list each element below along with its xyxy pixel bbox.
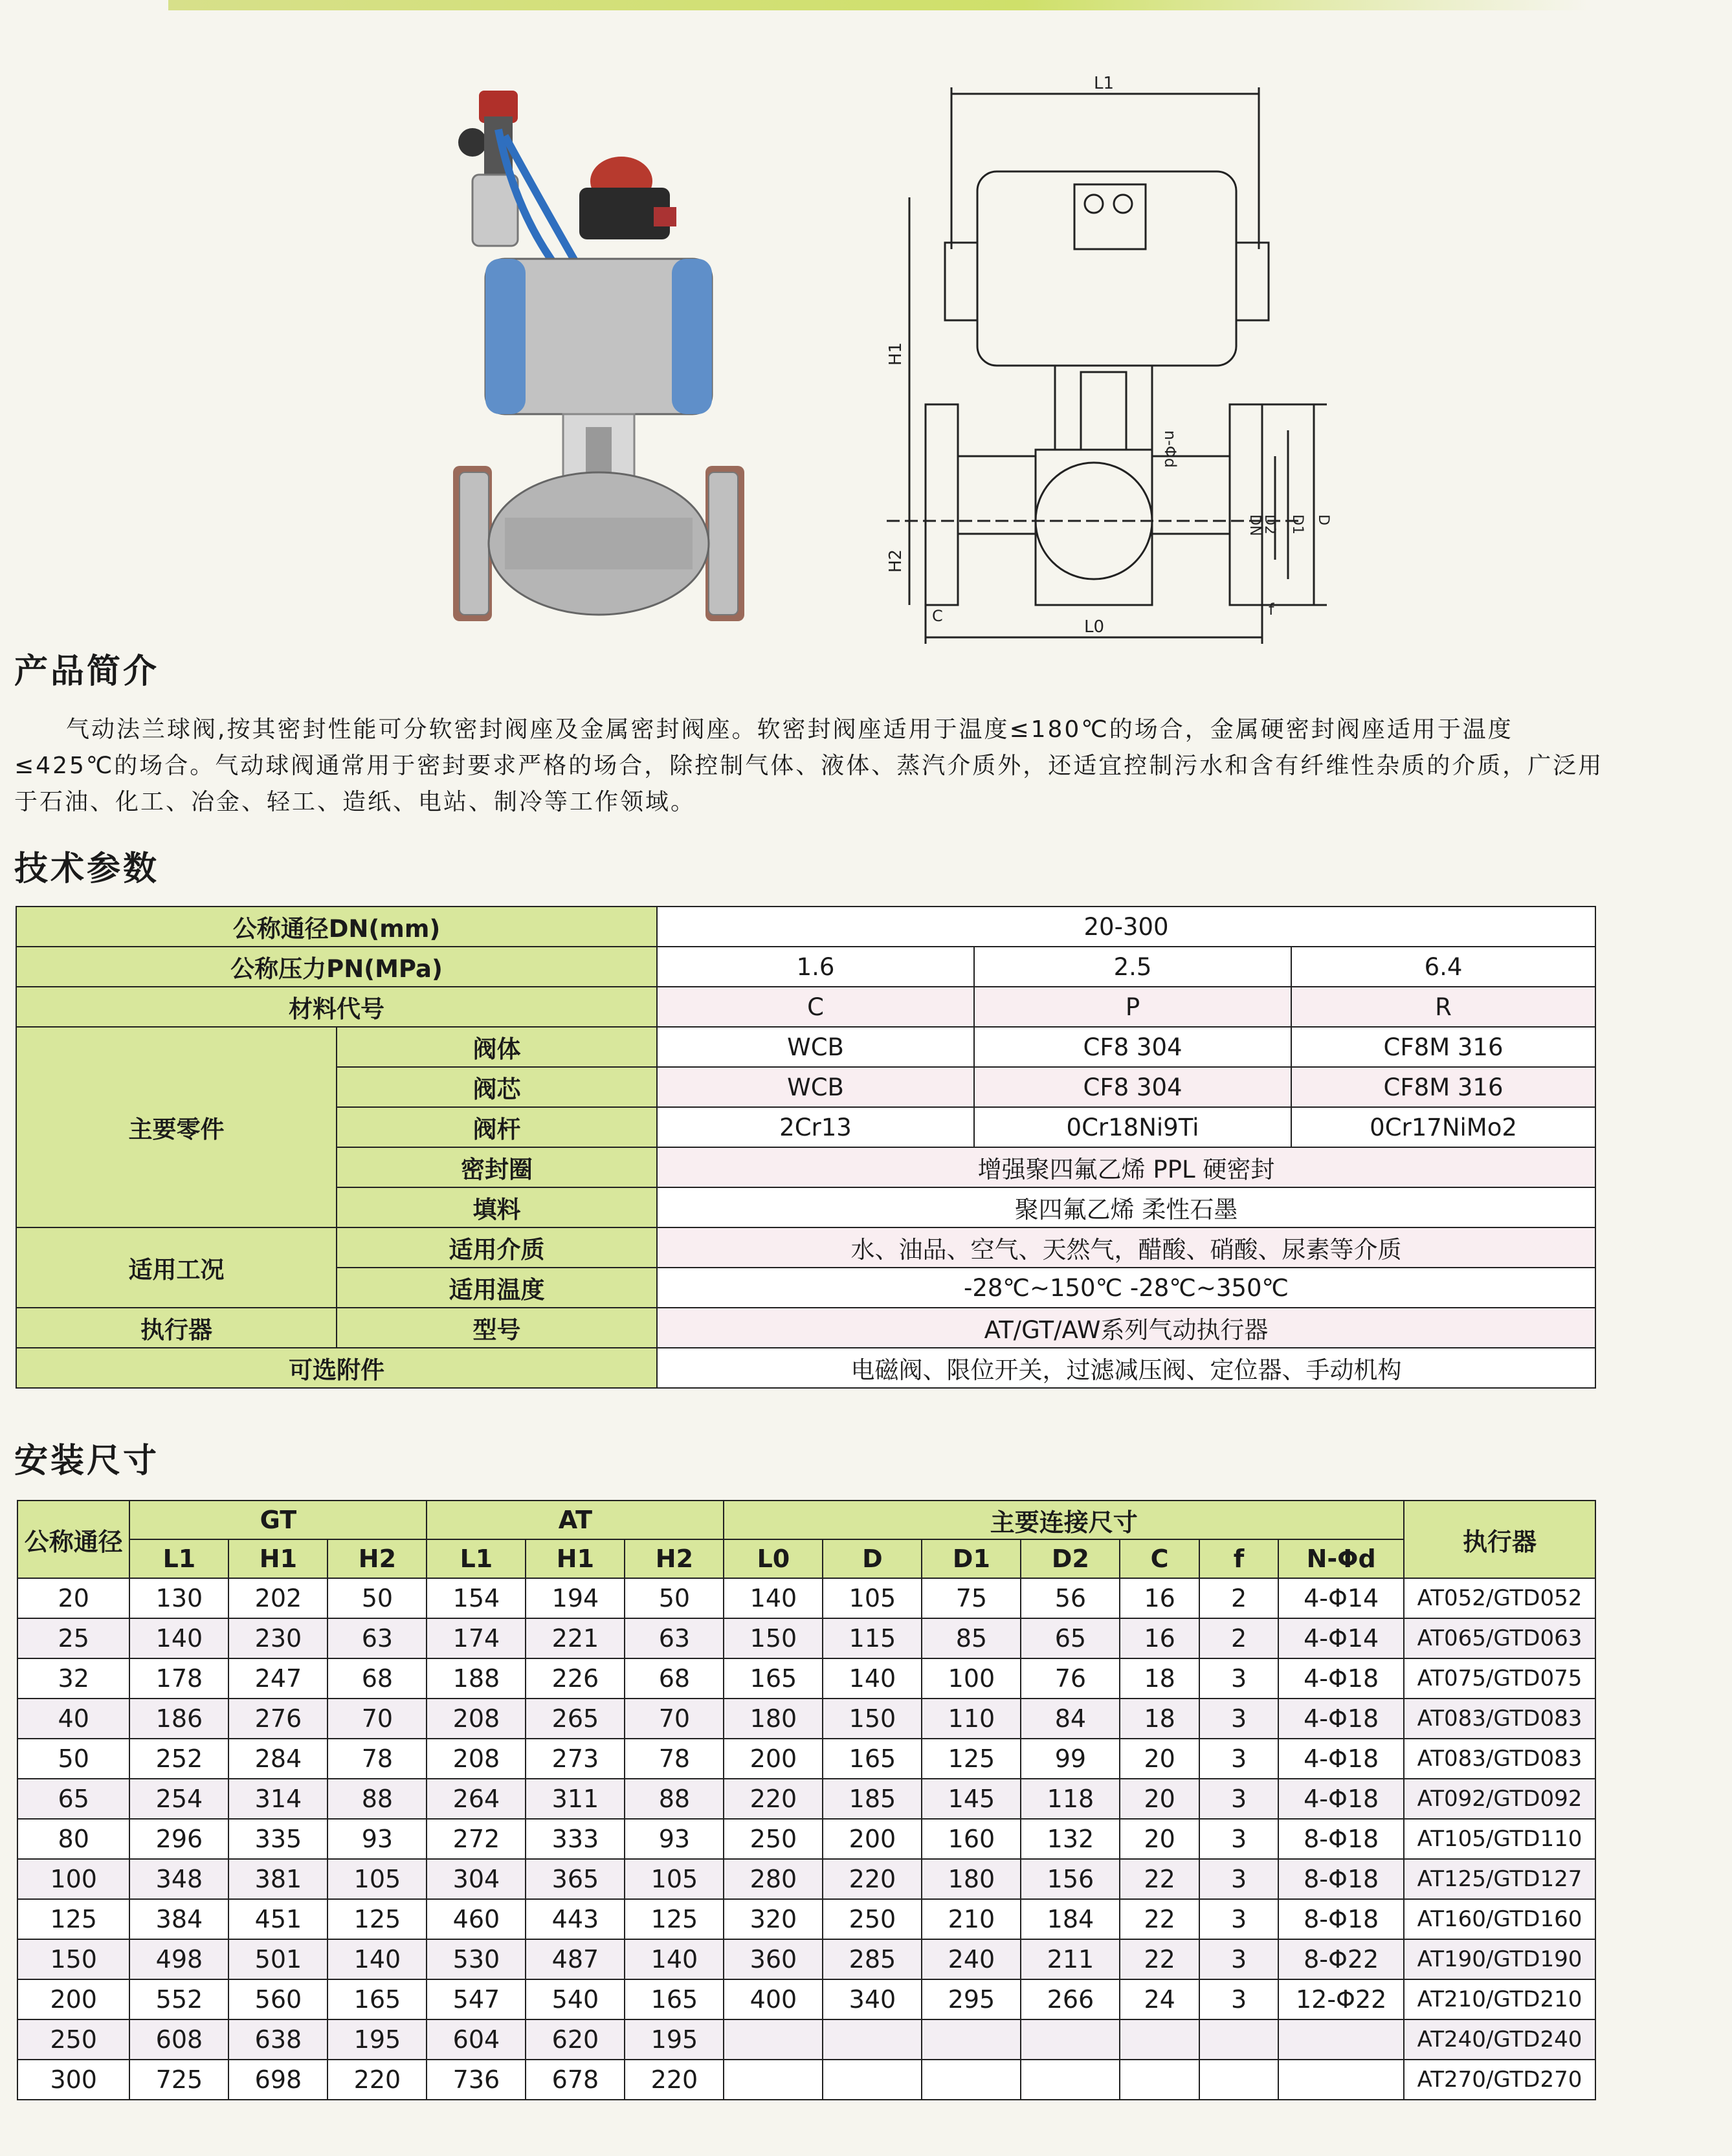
table-cell: 56	[1021, 1578, 1120, 1618]
table-cell	[1021, 2019, 1120, 2060]
model-label: 型号	[337, 1308, 657, 1348]
medium-value: 水、油品、空气、天然气，醋酸、硝酸、尿素等介质	[657, 1227, 1595, 1268]
table-cell: 70	[625, 1699, 724, 1739]
table-cell: 20	[17, 1578, 129, 1618]
table-cell	[1120, 2019, 1199, 2060]
body-label: 阀体	[337, 1027, 657, 1067]
table-row	[17, 2019, 1595, 2060]
table-cell: 560	[228, 1979, 328, 2019]
table-cell	[1199, 2060, 1278, 2100]
table-cell: 498	[129, 1939, 228, 1979]
table-cell: 115	[823, 1618, 922, 1658]
table-cell: 220	[724, 1779, 823, 1819]
table-cell	[922, 2060, 1021, 2100]
subheader: H1	[228, 1539, 328, 1578]
table-cell: AT240/GTD240	[1404, 2019, 1595, 2060]
table-cell: 547	[427, 1979, 526, 2019]
body-value: CF8M 316	[1291, 1027, 1595, 1067]
table-cell: 165	[724, 1658, 823, 1699]
table-row	[17, 1578, 1595, 1618]
stem-label: 阀杆	[337, 1107, 657, 1147]
table-cell: 678	[526, 2060, 625, 2100]
table-cell: 443	[526, 1899, 625, 1939]
table-cell: AT125/GTD127	[1404, 1859, 1595, 1899]
table-cell: 340	[823, 1979, 922, 2019]
model-value: AT/GT/AW系列气动执行器	[657, 1308, 1595, 1348]
label-h2: H2	[886, 549, 905, 573]
body-value: WCB	[657, 1027, 974, 1067]
label-dn: DN	[1247, 514, 1263, 536]
subheader: f	[1199, 1539, 1278, 1578]
table-cell: 4-Φ14	[1278, 1618, 1404, 1658]
table-cell: 65	[17, 1779, 129, 1819]
table-cell: 250	[17, 2019, 129, 2060]
table-cell: 460	[427, 1899, 526, 1939]
table-cell: AT052/GTD052	[1404, 1578, 1595, 1618]
header-dn: 公称通径	[17, 1501, 129, 1578]
table-cell: 284	[228, 1739, 328, 1779]
subheader: D1	[922, 1539, 1021, 1578]
table-cell: 93	[328, 1819, 427, 1859]
table-cell: 638	[228, 2019, 328, 2060]
table-cell: 132	[1021, 1819, 1120, 1859]
table-cell: 20	[1120, 1819, 1199, 1859]
table-cell: 18	[1120, 1658, 1199, 1699]
label-c: C	[932, 607, 943, 625]
options-label: 可选附件	[16, 1348, 657, 1388]
table-cell: AT075/GTD075	[1404, 1658, 1595, 1699]
table-cell: 200	[823, 1819, 922, 1859]
table-cell: 208	[427, 1739, 526, 1779]
table-cell: 2	[1199, 1578, 1278, 1618]
table-cell: 130	[129, 1578, 228, 1618]
install-heading: 安装尺寸	[14, 1442, 160, 1480]
label-l1: L1	[1094, 74, 1115, 93]
label-l0: L0	[1084, 617, 1105, 637]
table-cell: 552	[129, 1979, 228, 2019]
table-cell	[823, 2060, 922, 2100]
table-cell: 3	[1199, 1859, 1278, 1899]
table-row	[17, 1699, 1595, 1739]
table-row	[17, 1658, 1595, 1699]
table-cell: 365	[526, 1859, 625, 1899]
table-cell: 3	[1199, 1979, 1278, 2019]
table-cell: 68	[328, 1658, 427, 1699]
table-cell: 226	[526, 1658, 625, 1699]
table-cell: 620	[526, 2019, 625, 2060]
table-cell: 250	[823, 1899, 922, 1939]
table-cell: AT210/GTD210	[1404, 1979, 1595, 2019]
table-cell: 247	[228, 1658, 328, 1699]
options-value: 电磁阀、限位开关，过滤减压阀、定位器、手动机构	[657, 1348, 1595, 1388]
subheader: D2	[1021, 1539, 1120, 1578]
table-cell	[1278, 2060, 1404, 2100]
table-cell: 22	[1120, 1859, 1199, 1899]
seal-label: 密封圈	[337, 1147, 657, 1187]
table-cell: 3	[1199, 1779, 1278, 1819]
table-cell: 8-Φ22	[1278, 1939, 1404, 1979]
table-cell: 156	[1021, 1859, 1120, 1899]
table-cell: 314	[228, 1779, 328, 1819]
table-cell: 125	[17, 1899, 129, 1939]
table-cell: 150	[17, 1939, 129, 1979]
table-cell: 188	[427, 1658, 526, 1699]
table-cell	[1199, 2019, 1278, 2060]
header-gt: GT	[129, 1501, 427, 1539]
table-cell: 211	[1021, 1939, 1120, 1979]
table-cell: 200	[724, 1739, 823, 1779]
table-cell: 40	[17, 1699, 129, 1739]
table-row	[17, 1979, 1595, 2019]
table-cell: 604	[427, 2019, 526, 2060]
table-cell: 84	[1021, 1699, 1120, 1739]
table-cell: 70	[328, 1699, 427, 1739]
table-cell: 22	[1120, 1899, 1199, 1939]
table-cell: 16	[1120, 1578, 1199, 1618]
table-cell: 8-Φ18	[1278, 1819, 1404, 1859]
table-cell: 230	[228, 1618, 328, 1658]
body-value: CF8 304	[974, 1027, 1291, 1067]
core-value: WCB	[657, 1067, 974, 1107]
label-nd: n-Φd	[1161, 430, 1179, 468]
table-cell: 140	[724, 1578, 823, 1618]
packing-value: 聚四氟乙烯 柔性石墨	[657, 1187, 1595, 1227]
table-cell: 88	[625, 1779, 724, 1819]
table-cell: 150	[724, 1618, 823, 1658]
table-cell: 4-Φ18	[1278, 1658, 1404, 1699]
label-h1: H1	[886, 342, 905, 366]
table-cell: 140	[625, 1939, 724, 1979]
table-cell: 285	[823, 1939, 922, 1979]
core-value: CF8 304	[974, 1067, 1291, 1107]
table-cell: 180	[724, 1699, 823, 1739]
table-cell: 63	[328, 1618, 427, 1658]
table-cell: 266	[1021, 1979, 1120, 2019]
table-cell: 184	[1021, 1899, 1120, 1939]
table-cell: 195	[328, 2019, 427, 2060]
material-label: 材料代号	[16, 987, 657, 1027]
table-cell: 220	[823, 1859, 922, 1899]
table-cell: 68	[625, 1658, 724, 1699]
table-cell: 140	[823, 1658, 922, 1699]
table-cell: 221	[526, 1618, 625, 1658]
table-cell: 20	[1120, 1779, 1199, 1819]
table-cell: 608	[129, 2019, 228, 2060]
table-cell	[922, 2019, 1021, 2060]
table-cell: 3	[1199, 1658, 1278, 1699]
table-cell: 304	[427, 1859, 526, 1899]
subheader: D	[823, 1539, 922, 1578]
table-cell: 18	[1120, 1699, 1199, 1739]
core-label: 阀芯	[337, 1067, 657, 1107]
table-cell: 78	[328, 1739, 427, 1779]
table-cell	[1278, 2019, 1404, 2060]
table-cell: 75	[922, 1578, 1021, 1618]
label-d1: D1	[1289, 514, 1305, 534]
table-cell: 280	[724, 1859, 823, 1899]
table-cell: 63	[625, 1618, 724, 1658]
table-cell: 165	[823, 1739, 922, 1779]
table-cell: 2	[1199, 1618, 1278, 1658]
intro-heading: 产品简介	[14, 652, 160, 691]
table-row	[17, 2060, 1595, 2100]
material-value: C	[657, 987, 974, 1027]
table-cell: AT105/GTD110	[1404, 1819, 1595, 1859]
label-f: f	[1269, 600, 1274, 619]
table-cell: 3	[1199, 1699, 1278, 1739]
table-cell: 333	[526, 1819, 625, 1859]
table-cell: 178	[129, 1658, 228, 1699]
dn-label: 公称通径DN(mm)	[16, 907, 657, 947]
subheader: L0	[724, 1539, 823, 1578]
table-cell: 194	[526, 1578, 625, 1618]
table-cell: 381	[228, 1859, 328, 1899]
table-cell: 736	[427, 2060, 526, 2100]
table-cell: 145	[922, 1779, 1021, 1819]
table-cell	[1120, 2060, 1199, 2100]
table-row	[17, 1859, 1595, 1899]
table-cell: 725	[129, 2060, 228, 2100]
table-cell: 320	[724, 1899, 823, 1939]
table-cell: 125	[922, 1739, 1021, 1779]
pn-value: 2.5	[974, 947, 1291, 987]
table-cell: 140	[129, 1618, 228, 1658]
table-cell: 195	[625, 2019, 724, 2060]
table-cell: 250	[724, 1819, 823, 1859]
table-cell: 208	[427, 1699, 526, 1739]
table-cell: 125	[328, 1899, 427, 1939]
seal-value: 增强聚四氟乙烯 PPL 硬密封	[657, 1147, 1595, 1187]
table-cell: 50	[17, 1739, 129, 1779]
table-row	[17, 1819, 1595, 1859]
table-cell: 4-Φ18	[1278, 1739, 1404, 1779]
table-cell: 698	[228, 2060, 328, 2100]
subheader: H2	[328, 1539, 427, 1578]
table-cell: 85	[922, 1618, 1021, 1658]
table-cell: 185	[823, 1779, 922, 1819]
subheader: L1	[129, 1539, 228, 1578]
table-row	[17, 1739, 1595, 1779]
table-cell: 348	[129, 1859, 228, 1899]
table-cell: 220	[328, 2060, 427, 2100]
table-cell: AT083/GTD083	[1404, 1739, 1595, 1779]
table-cell: 295	[922, 1979, 1021, 2019]
table-cell	[823, 2019, 922, 2060]
table-cell: 50	[328, 1578, 427, 1618]
table-cell: 276	[228, 1699, 328, 1739]
table-cell: 154	[427, 1578, 526, 1618]
table-cell: 264	[427, 1779, 526, 1819]
table-cell: 165	[625, 1979, 724, 2019]
table-cell: 88	[328, 1779, 427, 1819]
subheader: H1	[526, 1539, 625, 1578]
table-cell: 110	[922, 1699, 1021, 1739]
table-cell: 165	[328, 1979, 427, 2019]
table-cell: 360	[724, 1939, 823, 1979]
table-cell: 12-Φ22	[1278, 1979, 1404, 2019]
subheader: L1	[427, 1539, 526, 1578]
table-cell: 252	[129, 1739, 228, 1779]
table-cell: AT270/GTD270	[1404, 2060, 1595, 2100]
table-cell: 335	[228, 1819, 328, 1859]
table-row	[17, 1779, 1595, 1819]
table-cell: 451	[228, 1899, 328, 1939]
table-cell: AT065/GTD063	[1404, 1618, 1595, 1658]
table-cell: 400	[724, 1979, 823, 2019]
header-actuator: 执行器	[1404, 1501, 1595, 1578]
table-cell: 202	[228, 1578, 328, 1618]
table-cell: AT083/GTD083	[1404, 1699, 1595, 1739]
table-cell: 265	[526, 1699, 625, 1739]
table-cell: 200	[17, 1979, 129, 2019]
dn-value: 20-300	[657, 907, 1595, 947]
table-cell: 118	[1021, 1779, 1120, 1819]
table-cell: 240	[922, 1939, 1021, 1979]
stem-value: 0Cr18Ni9Ti	[974, 1107, 1291, 1147]
table-cell: 3	[1199, 1739, 1278, 1779]
table-cell	[724, 2060, 823, 2100]
table-cell: 3	[1199, 1939, 1278, 1979]
table-cell: 272	[427, 1819, 526, 1859]
label-d: D	[1315, 514, 1331, 525]
table-cell: 487	[526, 1939, 625, 1979]
table-row	[17, 1618, 1595, 1658]
table-cell: 180	[922, 1859, 1021, 1899]
core-value: CF8M 316	[1291, 1067, 1595, 1107]
table-cell: 76	[1021, 1658, 1120, 1699]
table-cell: 8-Φ18	[1278, 1899, 1404, 1939]
table-cell	[1021, 2060, 1120, 2100]
table-cell: 273	[526, 1739, 625, 1779]
temperature-value: -28℃~150℃ -28℃~350℃	[657, 1268, 1595, 1308]
intro-text: 气动法兰球阀,按其密封性能可分软密封阀座及金属密封阀座。软密封阀座适用于温度≤180℃的场合，金属硬密封阀座适用于温度≤425℃的场合。气动球阀通常用于密封要求严格的场合，除控制气体、液体、蒸汽介质外，还适宜控制污水和含有纤维性杂质的介质，广泛用于石油、化工、冶金、轻工、造纸、电站、制冷等工作领域。	[14, 716, 1604, 815]
table-cell: 4-Φ18	[1278, 1699, 1404, 1739]
table-cell: 311	[526, 1779, 625, 1819]
subheader: C	[1120, 1539, 1199, 1578]
material-value: R	[1291, 987, 1595, 1027]
table-cell: 384	[129, 1899, 228, 1939]
actuator-label: 执行器	[16, 1308, 337, 1348]
table-cell	[724, 2019, 823, 2060]
table-cell: 3	[1199, 1819, 1278, 1859]
table-cell: 105	[625, 1859, 724, 1899]
table-cell: 530	[427, 1939, 526, 1979]
subheader: H2	[625, 1539, 724, 1578]
table-cell: 22	[1120, 1939, 1199, 1979]
table-cell: 296	[129, 1819, 228, 1859]
pn-value: 6.4	[1291, 947, 1595, 987]
table-cell: 3	[1199, 1899, 1278, 1939]
material-value: P	[974, 987, 1291, 1027]
table-cell: AT160/GTD160	[1404, 1899, 1595, 1939]
table-cell: 140	[328, 1939, 427, 1979]
table-cell: 150	[823, 1699, 922, 1739]
valve-product-photo	[447, 78, 751, 634]
table-cell: 50	[625, 1578, 724, 1618]
table-cell: 501	[228, 1939, 328, 1979]
table-cell: 4-Φ14	[1278, 1578, 1404, 1618]
table-cell: 174	[427, 1618, 526, 1658]
table-row	[17, 1939, 1595, 1979]
table-cell: 220	[625, 2060, 724, 2100]
table-cell: 93	[625, 1819, 724, 1859]
table-cell: 78	[625, 1739, 724, 1779]
table-cell: 100	[17, 1859, 129, 1899]
table-cell: 105	[823, 1578, 922, 1618]
table-cell: 20	[1120, 1739, 1199, 1779]
medium-label: 适用介质	[337, 1227, 657, 1268]
table-cell: 160	[922, 1819, 1021, 1859]
stem-value: 2Cr13	[657, 1107, 974, 1147]
table-cell: 80	[17, 1819, 129, 1859]
table-cell: AT092/GTD092	[1404, 1779, 1595, 1819]
table-cell: 105	[328, 1859, 427, 1899]
table-cell: 8-Φ18	[1278, 1859, 1404, 1899]
table-row	[17, 1899, 1595, 1939]
stem-value: 0Cr17NiMo2	[1291, 1107, 1595, 1147]
table-cell: 25	[17, 1618, 129, 1658]
table-cell: 540	[526, 1979, 625, 2019]
main-parts-label: 主要零件	[16, 1027, 337, 1227]
install-table	[17, 1500, 1596, 2100]
top-accent-bar	[168, 0, 1592, 10]
subheader: N-Φd	[1278, 1539, 1404, 1578]
packing-label: 填料	[337, 1187, 657, 1227]
install-table-body	[17, 1578, 1595, 2100]
label-d2: D2	[1261, 514, 1278, 534]
table-cell: 125	[625, 1899, 724, 1939]
pn-label: 公称压力PN(MPa)	[16, 947, 657, 987]
table-cell: 16	[1120, 1618, 1199, 1658]
table-cell: 100	[922, 1658, 1021, 1699]
table-cell: 186	[129, 1699, 228, 1739]
conditions-label: 适用工况	[16, 1227, 337, 1308]
table-cell: 65	[1021, 1618, 1120, 1658]
table-cell: 32	[17, 1658, 129, 1699]
tech-heading: 技术参数	[14, 850, 160, 888]
table-cell: 99	[1021, 1739, 1120, 1779]
header-at: AT	[427, 1501, 724, 1539]
table-cell: 4-Φ18	[1278, 1779, 1404, 1819]
table-cell: 24	[1120, 1979, 1199, 2019]
valve-dimension-drawing	[861, 68, 1379, 650]
table-cell: 254	[129, 1779, 228, 1819]
table-cell: 300	[17, 2060, 129, 2100]
table-cell: AT190/GTD190	[1404, 1939, 1595, 1979]
pn-value: 1.6	[657, 947, 974, 987]
header-main-dims: 主要连接尺寸	[724, 1501, 1404, 1539]
tech-table	[16, 906, 1596, 1389]
temperature-label: 适用温度	[337, 1268, 657, 1308]
table-cell: 210	[922, 1899, 1021, 1939]
